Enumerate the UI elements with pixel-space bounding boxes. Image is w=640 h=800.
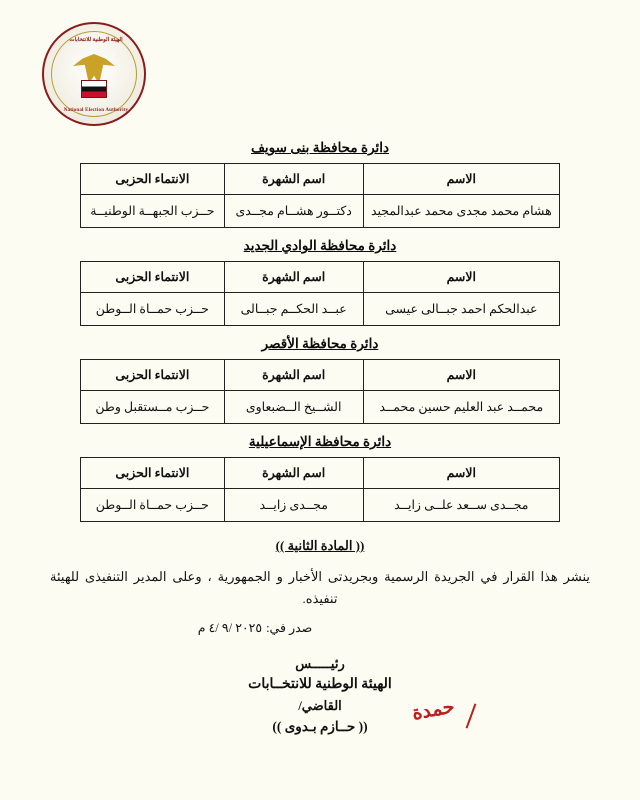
district-title: دائرة محافظة الأقصر (261, 336, 379, 351)
cell-name: محمــد عبد العليم حسين محمــد (363, 391, 559, 424)
egypt-flag-icon (81, 80, 107, 98)
table-row (81, 489, 560, 522)
column-header-name: الاسم (363, 164, 559, 195)
issue-date-value: ٢٠٢٥ /٩ /٤ م (197, 621, 263, 636)
district-section (0, 434, 640, 522)
column-header-party: الانتماء الحزبى (81, 458, 225, 489)
document-content (0, 140, 640, 735)
issue-date-line (50, 620, 590, 636)
signature-name: (( حــازم بـدوى )) (272, 719, 368, 735)
column-header-party: الانتماء الحزبى (81, 360, 225, 391)
handwritten-signature-icon: حمدة (410, 695, 457, 725)
cell-party: حــزب حمــاة الــوطن (81, 293, 225, 326)
cell-nickname: عبــد الحكــم جبــالى (224, 293, 363, 326)
column-header-name: الاسم (363, 458, 559, 489)
signature-role-title: رئيـــــس (295, 656, 345, 672)
final-article (0, 538, 640, 636)
district-title: دائرة محافظة الوادي الجديد (243, 238, 397, 253)
table-row (81, 391, 560, 424)
column-header-nickname: اسم الشهرة (224, 262, 363, 293)
signature-judge-label: القاضي/ (298, 698, 342, 714)
cell-name: هشام محمد مجدى محمد عبدالمجيد (363, 195, 559, 228)
column-header-party: الانتماء الحزبى (81, 164, 225, 195)
table-header-row (81, 164, 560, 195)
issue-date-label: صدر في: (266, 621, 313, 636)
national-election-authority-seal-icon (42, 22, 146, 126)
district-title: دائرة محافظة بنى سويف (250, 140, 390, 155)
final-article-body: ينشر هذا القرار في الجريدة الرسمية وبجريدتى الأخبار و الجمهورية ، وعلى المدير التنفيذى للهيئة تنفيذه. (50, 569, 590, 607)
cell-party: حــزب الجبهــة الوطنيــة (81, 195, 225, 228)
cell-party: حــزب مــستقبل وطن (81, 391, 225, 424)
seal-text-bottom: National Election Authority (63, 108, 129, 113)
table-header-row (81, 360, 560, 391)
column-header-name: الاسم (363, 360, 559, 391)
cell-nickname: دكتــور هشــام مجــدى (224, 195, 363, 228)
cell-nickname: الشــيخ الــضبعاوى (224, 391, 363, 424)
candidates-table (80, 457, 560, 522)
signature-block (0, 654, 640, 735)
district-section (0, 336, 640, 424)
final-article-title: (( المادة الثانية )) (275, 538, 365, 553)
district-section (0, 140, 640, 228)
table-row (81, 293, 560, 326)
column-header-name: الاسم (363, 262, 559, 293)
candidates-table (80, 359, 560, 424)
signature-authority: الهيئة الوطنية للانتخــابات (248, 677, 392, 693)
column-header-nickname: اسم الشهرة (224, 164, 363, 195)
column-header-nickname: اسم الشهرة (224, 360, 363, 391)
district-section (0, 238, 640, 326)
cell-name: عبدالحكم احمد جبــالى عيسى (363, 293, 559, 326)
seal-text-top: الهيئة الوطنية للانتخابات (69, 37, 123, 43)
column-header-party: الانتماء الحزبى (81, 262, 225, 293)
cell-name: مجــدى ســعد علــى زايــد (363, 489, 559, 522)
column-header-nickname: اسم الشهرة (224, 458, 363, 489)
table-header-row (81, 262, 560, 293)
cell-party: حــزب حمــاة الــوطن (81, 489, 225, 522)
table-row (81, 195, 560, 228)
candidates-table (80, 163, 560, 228)
district-title: دائرة محافظة الإسماعيلية (248, 434, 392, 449)
table-header-row (81, 458, 560, 489)
candidates-table (80, 261, 560, 326)
cell-nickname: مجــدى زايــد (224, 489, 363, 522)
